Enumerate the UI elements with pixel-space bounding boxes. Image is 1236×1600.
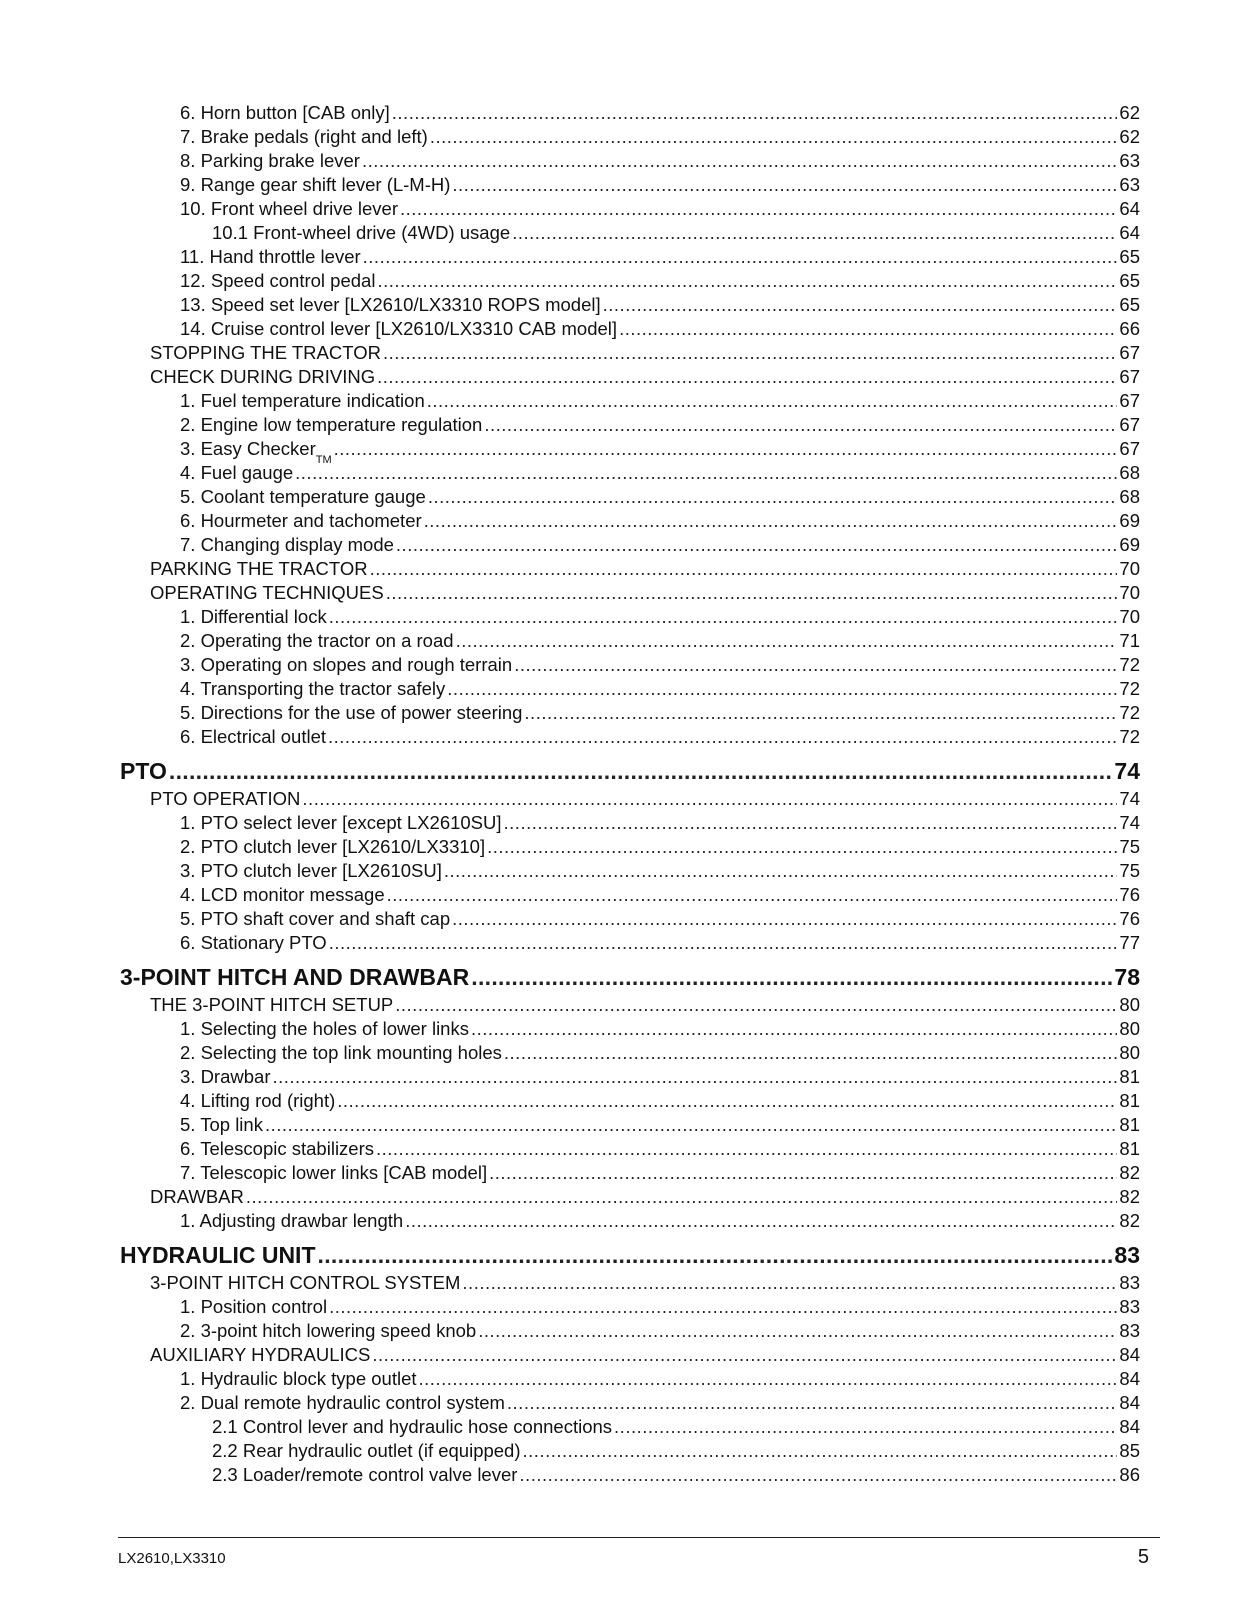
toc-entry-label: 11. Hand throttle lever (180, 246, 361, 267)
toc-entry-label: 2. PTO clutch lever [LX2610/LX3310] (180, 836, 486, 857)
toc-entry-label: 6. Electrical outlet (180, 726, 327, 747)
toc-entry-label: 1. Position control (180, 1296, 328, 1317)
toc-subsection-entry[interactable] (0, 388, 1236, 412)
toc-entry-label: 1. PTO select lever [except LX2610SU] (180, 812, 502, 833)
toc-entry-label: DRAWBAR (150, 1186, 244, 1207)
toc-subsection-entry[interactable] (0, 460, 1236, 484)
toc-entry-label: 6. Telescopic stabilizers (180, 1138, 374, 1159)
dot-leader (246, 1186, 1118, 1208)
toc-entry-page: 75 (1119, 860, 1140, 881)
toc-subsection-entry[interactable]: 3. Easy Checker TM ..... 67 (0, 436, 1236, 460)
dot-leader (376, 1138, 1117, 1160)
dot-leader (512, 222, 1117, 244)
toc-entry-label: 1. Differential lock (180, 606, 327, 627)
toc-section-entry[interactable] (0, 364, 1236, 388)
dot-leader (265, 1114, 1117, 1136)
dot-leader (377, 366, 1117, 388)
toc-entry-page: 69 (1119, 510, 1140, 531)
toc-entry-page: 75 (1119, 836, 1140, 857)
dot-leader (169, 756, 1113, 786)
dot-leader (295, 462, 1117, 484)
dot-leader (329, 932, 1118, 954)
toc-entry-page: 78 (1114, 964, 1140, 990)
toc-subsection-entry[interactable] (0, 676, 1236, 700)
toc-entry-page: 74 (1119, 812, 1140, 833)
toc-subsection-entry[interactable] (0, 172, 1236, 196)
dot-leader (405, 1210, 1117, 1232)
toc-entry-page: 66 (1119, 318, 1140, 339)
toc-subsection-entry[interactable] (0, 124, 1236, 148)
dot-leader (452, 908, 1117, 930)
toc-entry-page: 72 (1119, 678, 1140, 699)
toc-section-entry[interactable] (0, 556, 1236, 580)
toc-section-entry[interactable] (0, 786, 1236, 810)
toc-entry-page: 70 (1119, 606, 1140, 627)
toc-subsection-entry[interactable] (0, 628, 1236, 652)
dot-leader (383, 342, 1117, 364)
toc-entry-label: 7. Telescopic lower links [CAB model] (180, 1162, 488, 1183)
toc-entry-page: 76 (1119, 884, 1140, 905)
dot-leader (395, 994, 1117, 1016)
dot-leader (471, 1018, 1117, 1040)
toc-section-entry[interactable] (0, 340, 1236, 364)
toc-entry-page: 72 (1119, 726, 1140, 747)
toc-subsection-entry[interactable] (0, 1438, 1236, 1462)
toc-entry-label: 1. Fuel temperature indication (180, 390, 425, 411)
toc-entry-page: 84 (1119, 1344, 1140, 1365)
toc-subsection-entry[interactable] (0, 1366, 1236, 1390)
toc-subsection-entry[interactable] (0, 532, 1236, 556)
toc-subsection-entry[interactable] (0, 1390, 1236, 1414)
toc-entry-page: 65 (1119, 246, 1140, 267)
toc-subsection-entry[interactable] (0, 1160, 1236, 1184)
toc-entry-label: 6. Horn button [CAB only] (180, 102, 390, 123)
toc-subsection-entry[interactable] (0, 1016, 1236, 1040)
dot-leader (471, 962, 1112, 992)
toc-entry-page: 62 (1119, 102, 1140, 123)
toc-entry-page: 65 (1119, 270, 1140, 291)
toc-entry-page: 68 (1119, 486, 1140, 507)
toc-subsection-entry[interactable] (0, 100, 1236, 124)
toc-subsection-entry[interactable] (0, 1208, 1236, 1232)
toc-subsection-entry[interactable] (0, 906, 1236, 930)
toc-entry-page: 82 (1119, 1162, 1140, 1183)
toc-entry-page: 83 (1119, 1296, 1140, 1317)
toc-subsection-entry[interactable] (0, 484, 1236, 508)
toc-entry-label: PTO (120, 758, 167, 784)
toc-entry-page: 83 (1119, 1272, 1140, 1293)
dot-leader (619, 318, 1117, 340)
dot-leader (456, 630, 1118, 652)
toc-subsection-entry[interactable] (0, 882, 1236, 906)
dot-leader (396, 534, 1118, 556)
toc-entry-label: 2. Dual remote hydraulic control system (180, 1392, 505, 1413)
dot-leader (329, 1296, 1117, 1318)
dot-leader (524, 702, 1117, 724)
toc-entry-label: 10.1 Front-wheel drive (4WD) usage (212, 222, 511, 243)
toc-subsection-entry[interactable] (0, 508, 1236, 532)
toc-entry-label: 13. Speed set lever [LX2610/LX3310 ROPS model] (180, 294, 601, 315)
toc-entry-label: 3. Operating on slopes and rough terrain (180, 654, 513, 675)
toc-entry-page: 64 (1119, 198, 1140, 219)
toc-subsection-entry[interactable] (0, 196, 1236, 220)
dot-leader (462, 1272, 1117, 1294)
toc-entry-page: 68 (1119, 462, 1140, 483)
dot-leader (386, 582, 1118, 604)
toc-subsection-entry[interactable] (0, 1040, 1236, 1064)
toc-entry-label: 7. Brake pedals (right and left) (180, 126, 428, 147)
toc-entry-page: 85 (1119, 1440, 1140, 1461)
toc-entry-page: 86 (1119, 1464, 1140, 1485)
dot-leader (430, 126, 1118, 148)
toc-entry-page: 64 (1119, 222, 1140, 243)
dot-leader (334, 438, 1118, 460)
toc-entry-label: PARKING THE TRACTOR (150, 558, 368, 579)
toc-entry-page: 70 (1119, 582, 1140, 603)
dot-leader (419, 1368, 1118, 1390)
toc-subsection-entry[interactable] (0, 220, 1236, 244)
toc-entry-label: 5. Directions for the use of power steering (180, 702, 523, 723)
dot-leader (603, 294, 1118, 316)
toc-chapter-entry[interactable] (0, 954, 1236, 992)
toc-entry-page: 72 (1119, 654, 1140, 675)
table-of-contents (0, 100, 1236, 1486)
toc-entry-label: HYDRAULIC UNIT (120, 1242, 316, 1268)
toc-entry-label: 1. Hydraulic block type outlet (180, 1368, 417, 1389)
toc-entry-label: 2.1 Control lever and hydraulic hose connections (212, 1416, 613, 1437)
dot-leader (504, 812, 1118, 834)
toc-entry-page: 81 (1119, 1090, 1140, 1111)
toc-entry-label: 6. Stationary PTO (180, 932, 327, 953)
dot-leader (519, 1464, 1117, 1486)
dot-leader (487, 836, 1117, 858)
toc-entry-page: 81 (1119, 1138, 1140, 1159)
toc-subsection-entry[interactable] (0, 1318, 1236, 1342)
toc-entry-page: 80 (1119, 1018, 1140, 1039)
toc-subsection-entry[interactable] (0, 810, 1236, 834)
toc-entry-page: 71 (1119, 630, 1140, 651)
toc-entry-label: 4. LCD monitor message (180, 884, 385, 905)
toc-entry-page: 84 (1119, 1416, 1140, 1437)
toc-subsection-entry[interactable] (0, 834, 1236, 858)
toc-entry-page: 80 (1119, 994, 1140, 1015)
toc-entry-page: 84 (1119, 1392, 1140, 1413)
toc-entry-page: 83 (1119, 1320, 1140, 1341)
toc-entry-label: PTO OPERATION (150, 788, 301, 809)
dot-leader (387, 884, 1118, 906)
toc-subsection-entry[interactable] (0, 1064, 1236, 1088)
toc-entry-label: CHECK DURING DRIVING (150, 366, 376, 387)
toc-section-entry[interactable] (0, 1184, 1236, 1208)
toc-subsection-entry[interactable] (0, 412, 1236, 436)
toc-entry-label: 7. Changing display mode (180, 534, 394, 555)
dot-leader (447, 678, 1117, 700)
toc-subsection-entry[interactable] (0, 244, 1236, 268)
dot-leader (318, 1240, 1113, 1270)
dot-leader (507, 1392, 1118, 1414)
toc-entry-label: STOPPING THE TRACTOR (150, 342, 381, 363)
toc-entry-page: 62 (1119, 126, 1140, 147)
dot-leader (372, 1344, 1117, 1366)
toc-entry-page: 82 (1119, 1210, 1140, 1231)
toc-entry-page: 84 (1119, 1368, 1140, 1389)
dot-leader (363, 246, 1118, 268)
dot-leader (428, 486, 1118, 508)
dot-leader (377, 270, 1117, 292)
toc-entry-label: THE 3-POINT HITCH SETUP (150, 994, 394, 1015)
toc-subsection-entry[interactable] (0, 1136, 1236, 1160)
toc-entry-page: 77 (1119, 932, 1140, 953)
dot-leader (523, 1440, 1118, 1462)
toc-entry-page: 67 (1119, 438, 1140, 459)
dot-leader (328, 726, 1117, 748)
toc-entry-label: 3-POINT HITCH AND DRAWBAR (120, 964, 470, 990)
dot-leader (424, 510, 1118, 532)
dot-leader (392, 102, 1118, 124)
toc-chapter-entry[interactable] (0, 748, 1236, 786)
toc-entry-label: 8. Parking brake lever (180, 150, 360, 171)
toc-entry-page: 67 (1119, 366, 1140, 387)
toc-subsection-entry[interactable] (0, 1112, 1236, 1136)
toc-entry-label: 14. Cruise control lever [LX2610/LX3310 CAB model] (180, 318, 618, 339)
toc-entry-page: 67 (1119, 414, 1140, 435)
dot-leader (400, 198, 1117, 220)
toc-entry-label: 4. Lifting rod (right) (180, 1090, 336, 1111)
toc-subsection-entry[interactable] (0, 268, 1236, 292)
toc-subsection-entry[interactable] (0, 700, 1236, 724)
toc-entry-label: AUXILIARY HYDRAULICS (150, 1344, 371, 1365)
toc-entry-label: 4. Transporting the tractor safely (180, 678, 446, 699)
toc-entry-page: 69 (1119, 534, 1140, 555)
toc-entry-label: 2.3 Loader/remote control valve lever (212, 1464, 518, 1485)
toc-section-entry[interactable] (0, 1270, 1236, 1294)
toc-subsection-entry[interactable] (0, 858, 1236, 882)
toc-entry-page: 67 (1119, 342, 1140, 363)
dot-leader (337, 1090, 1117, 1112)
toc-entry-label: 6. Hourmeter and tachometer (180, 510, 422, 531)
dot-leader (302, 788, 1117, 810)
toc-subsection-entry[interactable] (0, 724, 1236, 748)
dot-leader (362, 150, 1117, 172)
dot-leader (504, 1042, 1118, 1064)
dot-leader (489, 1162, 1117, 1184)
toc-subsection-entry[interactable] (0, 292, 1236, 316)
toc-entry-page: 72 (1119, 702, 1140, 723)
toc-section-entry[interactable] (0, 992, 1236, 1016)
dot-leader (444, 860, 1118, 882)
toc-entry-label: 3-POINT HITCH CONTROL SYSTEM (150, 1272, 461, 1293)
toc-subsection-entry[interactable] (0, 652, 1236, 676)
toc-entry-page: 70 (1119, 558, 1140, 579)
toc-entry-label: OPERATING TECHNIQUES (150, 582, 384, 603)
toc-entry-label: 5. Top link (180, 1114, 263, 1135)
toc-entry-label: 2. Engine low temperature regulation (180, 414, 483, 435)
toc-entry-label: 5. Coolant temperature gauge (180, 486, 426, 507)
toc-section-entry[interactable] (0, 580, 1236, 604)
toc-entry-label: 3. Easy Checker (180, 438, 316, 459)
dot-leader (614, 1416, 1117, 1438)
toc-entry-page: 80 (1119, 1042, 1140, 1063)
toc-subsection-entry[interactable] (0, 148, 1236, 172)
page-number: 5 (1137, 1546, 1149, 1568)
toc-entry-page: 67 (1119, 390, 1140, 411)
toc-entry-page: 63 (1119, 150, 1140, 171)
toc-entry-page: 81 (1119, 1114, 1140, 1135)
toc-entry-page: 63 (1119, 174, 1140, 195)
toc-subsection-entry[interactable] (0, 604, 1236, 628)
dot-leader (370, 558, 1118, 580)
toc-subsection-entry[interactable] (0, 1414, 1236, 1438)
toc-chapter-entry[interactable] (0, 1232, 1236, 1270)
toc-entry-page: 65 (1119, 294, 1140, 315)
toc-entry-label: 2. Operating the tractor on a road (180, 630, 454, 651)
toc-subsection-entry[interactable] (0, 930, 1236, 954)
toc-entry-label: 10. Front wheel drive lever (180, 198, 398, 219)
toc-entry-label: 2. 3-point hitch lowering speed knob (180, 1320, 477, 1341)
toc-entry-label: 2.2 Rear hydraulic outlet (if equipped) (212, 1440, 521, 1461)
toc-subsection-entry[interactable] (0, 1462, 1236, 1486)
toc-entry-label: 5. PTO shaft cover and shaft cap (180, 908, 451, 929)
toc-entry-label: 1. Adjusting drawbar length (180, 1210, 404, 1231)
dot-leader (427, 390, 1118, 412)
toc-entry-label: 3. Drawbar (180, 1066, 271, 1087)
toc-entry-label: 3. PTO clutch lever [LX2610SU] (180, 860, 442, 881)
toc-entry-page: 83 (1114, 1242, 1140, 1268)
toc-section-entry[interactable] (0, 1342, 1236, 1366)
toc-subsection-entry[interactable] (0, 316, 1236, 340)
toc-entry-label: 2. Selecting the top link mounting holes (180, 1042, 502, 1063)
dot-leader (478, 1320, 1117, 1342)
toc-entry-page: 74 (1114, 758, 1140, 784)
toc-subsection-entry[interactable] (0, 1294, 1236, 1318)
toc-entry-label: 9. Range gear shift lever (L-M-H) (180, 174, 451, 195)
dot-leader (452, 174, 1117, 196)
toc-entry-label: 1. Selecting the holes of lower links (180, 1018, 469, 1039)
dot-leader (272, 1066, 1117, 1088)
toc-entry-page: 76 (1119, 908, 1140, 929)
footer-divider (118, 1537, 1160, 1538)
toc-entry-page: 74 (1119, 788, 1140, 809)
toc-entry-page: 81 (1119, 1066, 1140, 1087)
toc-subsection-entry[interactable] (0, 1088, 1236, 1112)
toc-entry-page: 82 (1119, 1186, 1140, 1207)
dot-leader (484, 414, 1117, 436)
toc-entry-label: 4. Fuel gauge (180, 462, 294, 483)
footer-model: LX2610,LX3310 (118, 1550, 226, 1567)
dot-leader (514, 654, 1117, 676)
dot-leader (329, 606, 1118, 628)
toc-entry-label: 12. Speed control pedal (180, 270, 376, 291)
